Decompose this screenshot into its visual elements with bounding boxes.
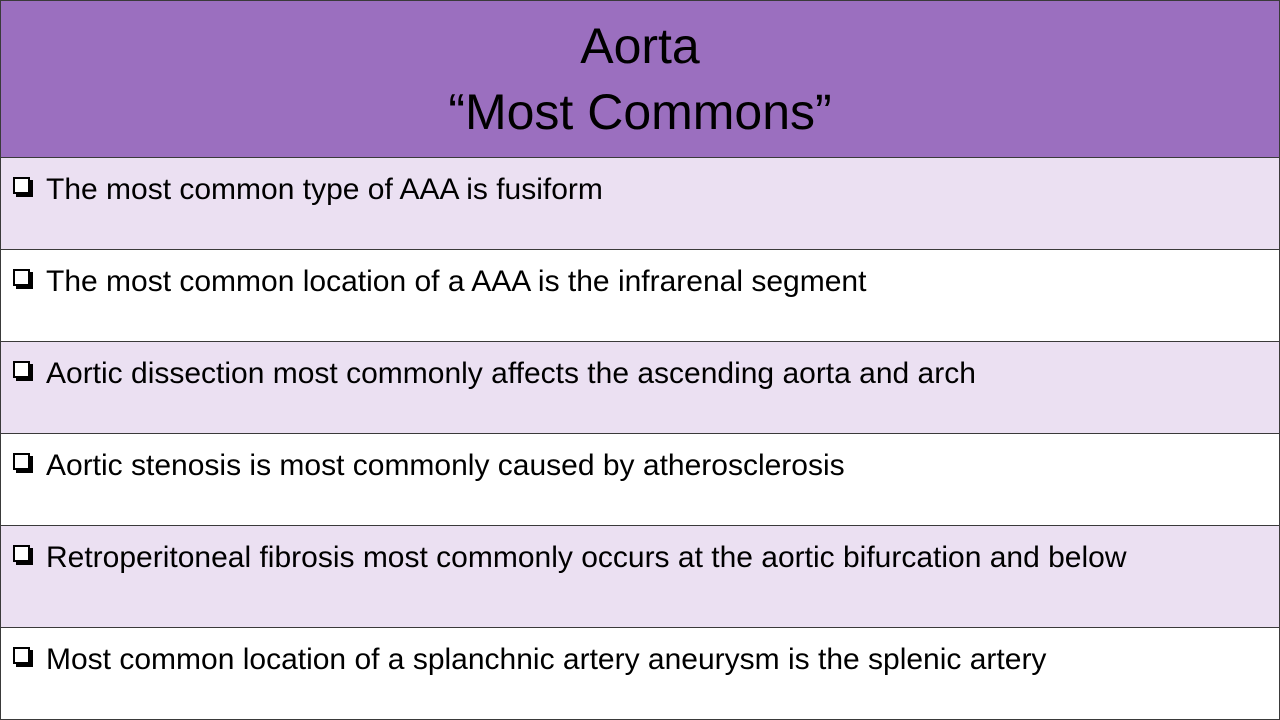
checkbox-icon [13,453,30,470]
checkbox-icon [13,647,30,664]
list-item-text: Aortic stenosis is most commonly caused by atherosclerosis [46,449,845,482]
checkbox-icon [13,269,30,286]
checkbox-icon [13,545,30,562]
list-item-text: Retroperitoneal fibrosis most commonly occurs at the aortic bifurcation and below [46,541,1127,574]
list-item [0,434,1280,526]
list-item [0,342,1280,434]
list-item [0,526,1280,628]
page-title: Aorta [580,18,700,74]
list-item [0,158,1280,250]
fact-list [0,158,1280,720]
list-item-text: The most common location of a AAA is the infrarenal segment [46,265,867,298]
page-subtitle: “Most Commons” [448,84,832,140]
list-item [0,250,1280,342]
list-item-text: Aortic dissection most commonly affects the ascending aorta and arch [46,357,976,390]
checkbox-icon [13,177,30,194]
list-item-text: Most common location of a splanchnic artery aneurysm is the splenic artery [46,643,1047,676]
list-item-text: The most common type of AAA is fusiform [46,173,603,206]
list-item [0,628,1280,720]
title-banner [0,0,1280,158]
checkbox-icon [13,361,30,378]
